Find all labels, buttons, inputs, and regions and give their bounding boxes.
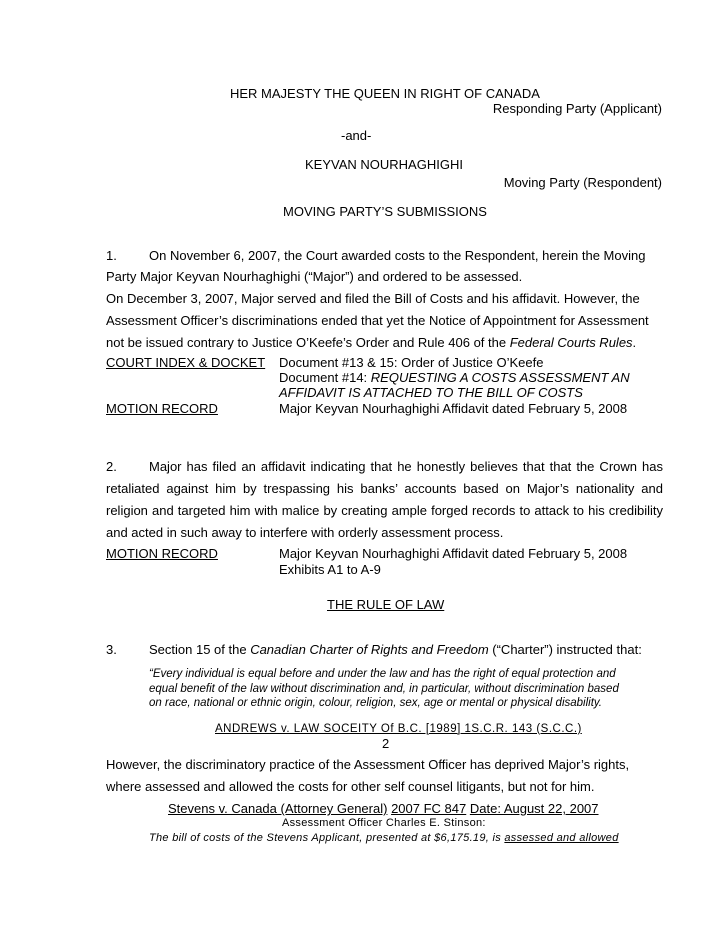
- assessment-officer: Assessment Officer Charles E. Stinson:: [282, 817, 486, 829]
- stevens-case-citation: [168, 801, 599, 816]
- para2-number: 2.: [106, 459, 117, 474]
- stevens-case-name: Stevens v. Canada (Attorney General): [168, 801, 388, 816]
- charter-quote-line2: equal benefit of the law without discrimination and, in particular, without discrimination based: [149, 683, 619, 695]
- para2-line3: religion and targeted him with malice by creating ample forged records to attack to his credibility: [106, 503, 663, 518]
- ref-motion-record-label-2: MOTION RECORD: [106, 546, 218, 561]
- ref-motion-record-text-1: Major Keyvan Nourhaghighi Affidavit dated February 5, 2008: [279, 401, 628, 416]
- charter-title: Canadian Charter of Rights and Freedom: [250, 642, 489, 657]
- para2-line1: Major has filed an affidavit indicating that he honestly believes that that the Crown has: [149, 459, 663, 474]
- document-title: MOVING PARTY’S SUBMISSIONS: [283, 204, 487, 219]
- charter-quote-line1: “Every individual is equal before and under the law and has the right of equal protection and: [149, 668, 616, 680]
- ref-motion-record-label-1: MOTION RECORD: [106, 401, 218, 416]
- and-separator: -and-: [341, 128, 372, 143]
- para1-number: 1.: [106, 248, 117, 263]
- para2-line4: and acted in such away to interfere with orderly assessment process.: [106, 525, 504, 540]
- para1-line4: Assessment Officer’s discriminations ended that yet the Notice of Appointment for Assessment: [106, 313, 649, 328]
- page-number: 2: [382, 736, 390, 751]
- ref-motion-record-text-2: Major Keyvan Nourhaghighi Affidavit dated February 5, 2008: [279, 546, 628, 561]
- para1-line5: not be issued contrary to Justice O’Keefe’s Order and Rule 406 of the Federal Courts Rules.: [106, 335, 637, 350]
- federal-courts-rules: Federal Courts Rules: [509, 335, 633, 350]
- stevens-case-cite: 2007 FC 847: [391, 801, 467, 816]
- andrews-citation: ANDREWS v. LAW SOCEITY Of B.C. [1989] 1S.C.R. 143 (S.C.C.): [215, 723, 582, 735]
- para1-line3: On December 3, 2007, Major served and filed the Bill of Costs and his affidavit. However, the: [106, 291, 640, 306]
- party2-name: KEYVAN NOURHAGHIGHI: [305, 157, 463, 172]
- para3-number: 3.: [106, 642, 117, 657]
- ref-court-index-label: COURT INDEX & DOCKET: [106, 355, 266, 370]
- party2-role: Moving Party (Respondent): [503, 175, 662, 190]
- section-heading: THE RULE OF LAW: [327, 597, 445, 612]
- ref-court-index-line2: Document #14: REQUESTING A COSTS ASSESSMENT AN: [279, 370, 630, 385]
- party1-role: Responding Party (Applicant): [492, 101, 662, 116]
- para3-text: Section 15 of the Canadian Charter of Rights and Freedom (“Charter”) instructed that:: [149, 642, 642, 657]
- ref-court-index-line1: Document #13 & 15: Order of Justice O’Keefe: [279, 355, 544, 370]
- charter-quote-line3: on race, national or ethnic origin, colour, religion, sex, age or mental or physical disability.: [149, 697, 602, 709]
- ref-court-index-line3: AFFIDAVIT IS ATTACHED TO THE BILL OF COSTS: [279, 385, 583, 400]
- stevens-quote: The bill of costs of the Stevens Applicant, presented at $6,175.19, is assessed and allowed: [149, 832, 619, 844]
- closing-line1: However, the discriminatory practice of the Assessment Officer has deprived Major’s rights,: [106, 757, 630, 772]
- party1-name: HER MAJESTY THE QUEEN IN RIGHT OF CANADA: [230, 86, 540, 101]
- stevens-case-date: Date: August 22, 2007: [469, 801, 599, 816]
- closing-line2: where assessed and allowed the costs for other self counsel litigants, but not for him.: [106, 779, 595, 794]
- para1-line1: On November 6, 2007, the Court awarded costs to the Respondent, herein the Moving: [149, 248, 646, 263]
- para2-line2: retaliated against him by trespassing his banks’ accounts based on Major’s nationality and: [106, 481, 663, 496]
- ref-motion-record-exhibits: Exhibits A1 to A-9: [279, 562, 381, 577]
- para1-line2: Party Major Keyvan Nourhaghighi (“Major”) and ordered to be assessed.: [106, 269, 523, 284]
